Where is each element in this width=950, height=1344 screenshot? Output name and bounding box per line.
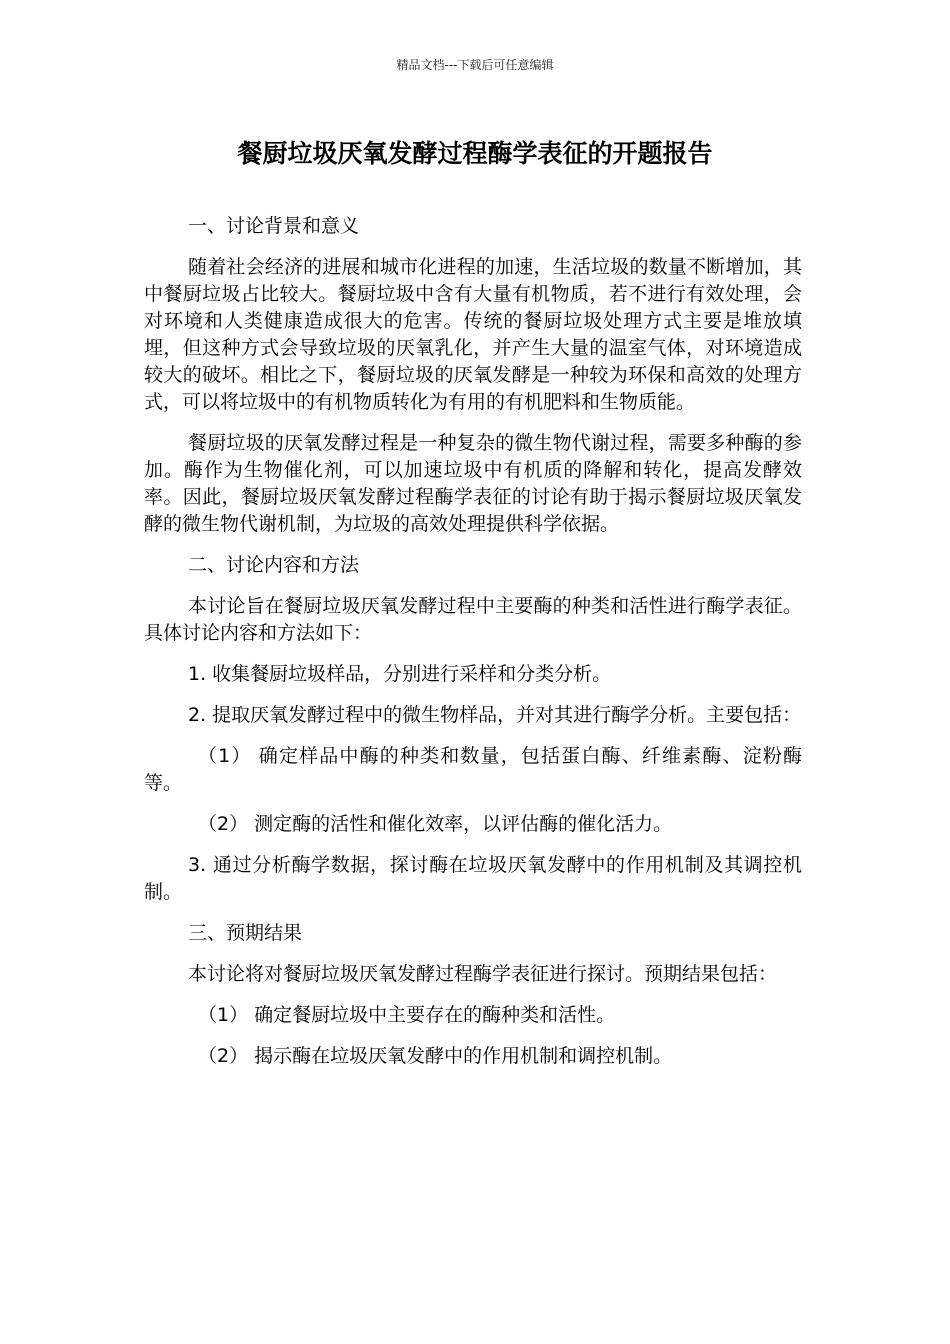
document-body (144, 213, 802, 1084)
list-item-1: 1. 收集餐厨垃圾样品，分别进行采样和分类分析。 (188, 663, 612, 685)
paragraph-background-1: 随着社会经济的进展和城市化进程的加速，生活垃圾的数量不断增加，其中餐厨垃圾占比较大。餐厨垃圾中含有大量有机物质，若不进行有效处理，会对环境和人类健康造成很大的危害。传统的餐厨垃圾处理方式主要是堆放填埋，但这种方式会导致垃圾的厌氧乳化，并产生大量的温室气体，对环境造成较大的破坏。相比之下，餐厨垃圾的厌氧发酵是一种较为环保和高效的处理方式，可以将垃圾中的有机物质转化为有用的有机肥料和生物质能。 (144, 256, 802, 413)
section-heading-content-methods: 二、讨论内容和方法 (188, 554, 360, 576)
paragraph-methods-intro: 本讨论旨在餐厨垃圾厌氧发酵过程中主要酶的种类和活性进行酶学表征。具体讨论内容和方法如下： (144, 595, 802, 644)
paragraph-background-2: 餐厨垃圾的厌氧发酵过程是一种复杂的微生物代谢过程，需要多种酶的参加。酶作为生物催化剂，可以加速垃圾中有机质的降解和转化，提高发酵效率。因此，餐厨垃圾厌氧发酵过程酶学表征的讨论有助于揭示餐厨垃圾厌氧发酵的微生物代谢机制，为垃圾的高效处理提供科学依据。 (144, 432, 802, 535)
list-item-3: 3. 通过分析酶学数据，探讨酶在垃圾厌氧发酵中的作用机制及其调控机制。 (144, 854, 802, 903)
section-heading-expected-results: 三、预期结果 (188, 922, 303, 944)
header-note: 精品文档---下载后可任意编辑 (396, 58, 554, 72)
list-item-2: 2. 提取厌氧发酵过程中的微生物样品，并对其进行酶学分析。主要包括： (188, 704, 802, 726)
document-title: 餐厨垃圾厌氧发酵过程酶学表征的开题报告 (237, 139, 713, 168)
result-item-1: （1） 确定餐厨垃圾中主要存在的酶种类和活性。 (198, 1004, 616, 1026)
section-heading-background: 一、讨论背景和意义 (188, 215, 360, 237)
paragraph-results-intro: 本讨论将对餐厨垃圾厌氧发酵过程酶学表征进行探讨。预期结果包括： (188, 963, 778, 985)
result-item-2: （2） 揭示酶在垃圾厌氧发酵中的作用机制和调控机制。 (198, 1045, 673, 1067)
sub-item-1: （1） 确定样品中酶的种类和数量，包括蛋白酶、纤维素酶、淀粉酶等。 (144, 745, 802, 794)
sub-item-2: （2） 测定酶的活性和催化效率，以评估酶的催化活力。 (198, 813, 673, 835)
